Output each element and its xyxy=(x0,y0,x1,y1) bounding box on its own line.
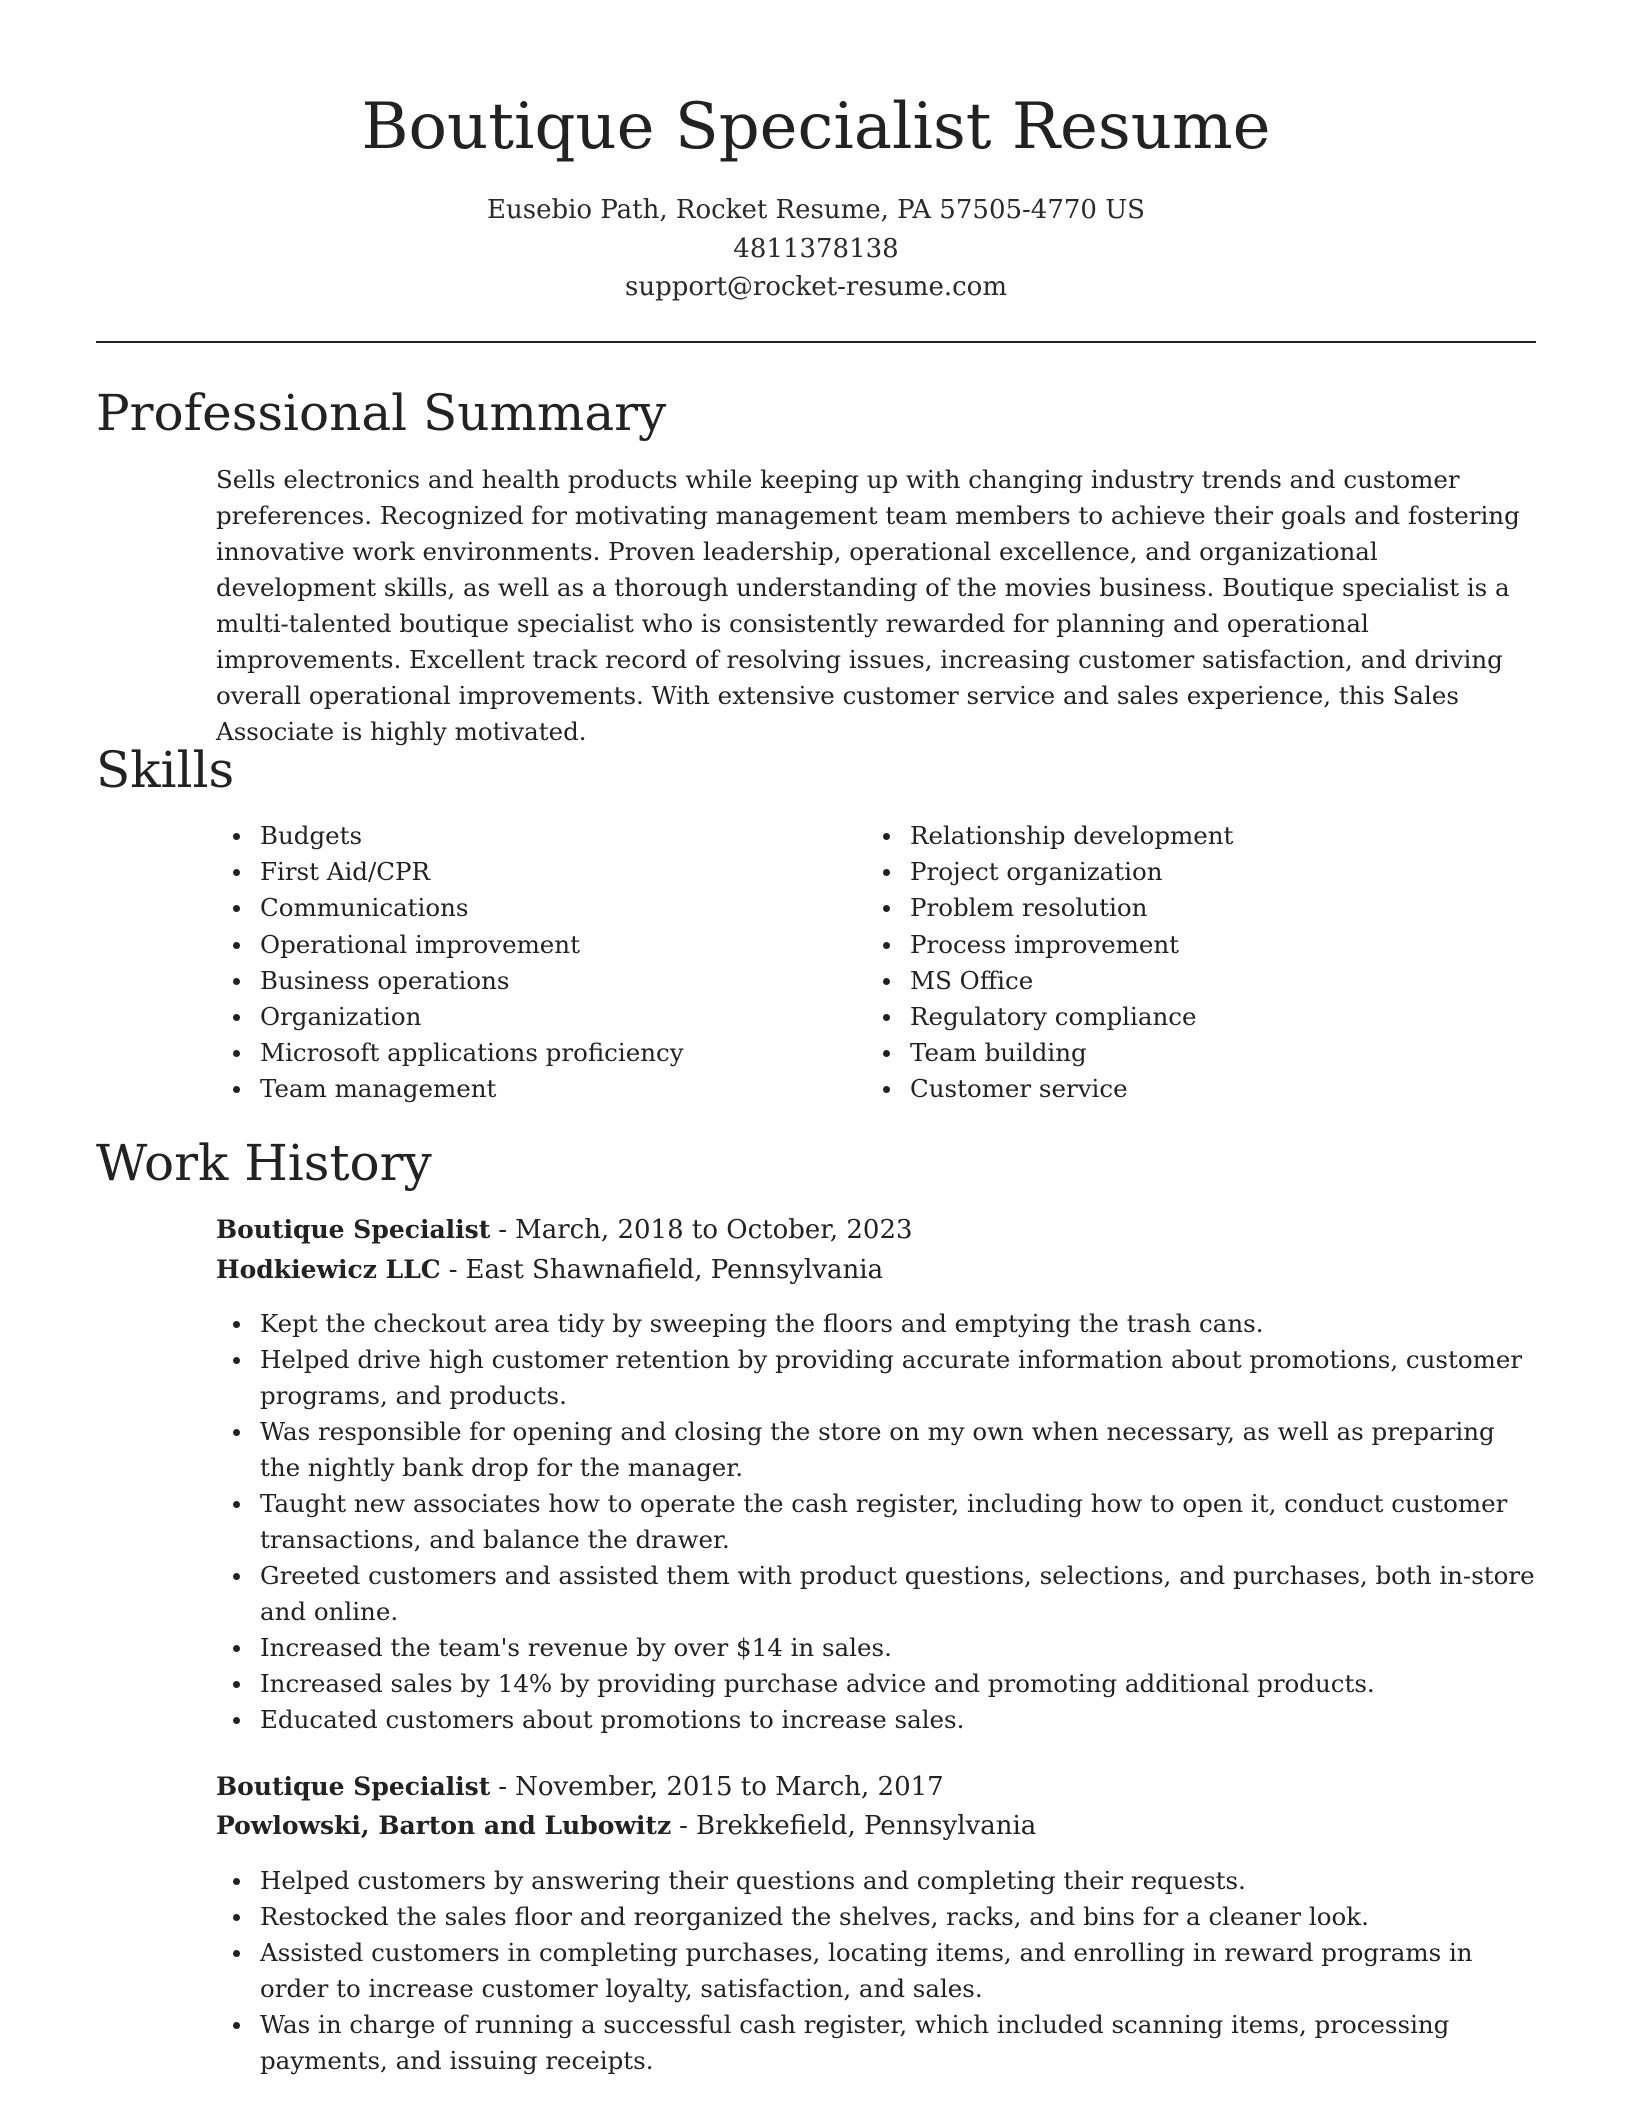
job-dates: March, 2018 to October, 2023 xyxy=(515,1215,913,1245)
duty-item: Was responsible for opening and closing the store on my own when necessary, as well as preparing the nightly bank drop for the manager. xyxy=(216,1414,1536,1486)
skill-item: Regulatory compliance xyxy=(866,999,1506,1035)
skill-item: Organization xyxy=(216,999,816,1035)
separator: - xyxy=(448,1255,458,1285)
skill-item: Operational improvement xyxy=(216,927,816,963)
duty-item: Increased sales by 14% by providing purchase advice and promoting additional products. xyxy=(216,1666,1536,1702)
contact-email: support@rocket-resume.com xyxy=(624,272,1007,302)
job-title-line xyxy=(216,1210,913,1250)
job-title: Boutique Specialist xyxy=(216,1215,491,1244)
resume-title: Boutique Specialist Resume xyxy=(361,90,1271,164)
job-company-line xyxy=(216,1250,883,1290)
duty-item: Taught new associates how to operate the cash register, including how to open it, conduct customer transactions, and balance the drawer. xyxy=(216,1486,1536,1558)
skill-item: Microsoft applications proficiency xyxy=(216,1035,816,1071)
duty-item: Increased the team's revenue by over $14 in sales. xyxy=(216,1630,1536,1666)
skill-item: Team management xyxy=(216,1071,816,1107)
skill-item: First Aid/CPR xyxy=(216,854,816,890)
job-location: East Shawnafield, Pennsylvania xyxy=(465,1255,884,1285)
job-company: Powlowski, Barton and Lubowitz xyxy=(216,1811,672,1840)
duty-item: Helped drive high customer retention by providing accurate information about promotions, customer programs, and products. xyxy=(216,1342,1536,1414)
duty-item: Educated customers about promotions to increase sales. xyxy=(216,1702,1536,1738)
contact-address: Eusebio Path, Rocket Resume, PA 57505-4770 US xyxy=(487,195,1145,225)
job-location: Brekkefield, Pennsylvania xyxy=(695,1811,1037,1841)
skill-item: Budgets xyxy=(216,818,816,854)
work-history-heading: Work History xyxy=(96,1134,432,1192)
skill-item: Project organization xyxy=(866,854,1506,890)
contact-phone: 4811378138 xyxy=(733,234,899,264)
separator: - xyxy=(498,1215,508,1245)
skill-item: Problem resolution xyxy=(866,890,1506,926)
skill-item: Business operations xyxy=(216,963,816,999)
skill-item: Relationship development xyxy=(866,818,1506,854)
duty-item: Helped customers by answering their questions and completing their requests. xyxy=(216,1863,1536,1899)
job-dates: November, 2015 to March, 2017 xyxy=(515,1772,944,1802)
duty-item: Assisted customers in completing purchases, locating items, and enrolling in reward programs in order to increase customer loyalty, satisfaction, and sales. xyxy=(216,1935,1536,2007)
skills-heading: Skills xyxy=(96,741,235,799)
job-company-line xyxy=(216,1806,1036,1846)
job-title: Boutique Specialist xyxy=(216,1772,491,1801)
duty-item: Greeted customers and assisted them with product questions, selections, and purchases, both in-store and online. xyxy=(216,1558,1536,1630)
skill-item: Process improvement xyxy=(866,927,1506,963)
duty-item: Restocked the sales floor and reorganized the shelves, racks, and bins for a cleaner look. xyxy=(216,1899,1536,1935)
header-divider xyxy=(96,341,1536,343)
separator: - xyxy=(498,1772,508,1802)
skill-item: Team building xyxy=(866,1035,1506,1071)
duty-item: Kept the checkout area tidy by sweeping the floors and emptying the trash cans. xyxy=(216,1306,1536,1342)
skills-list-left xyxy=(216,818,816,1108)
separator: - xyxy=(679,1811,688,1841)
summary-text: Sells electronics and health products while keeping up with changing industry trends and customer preferences. Recognized for motivating management team members to achieve their goals and fostering innovative work environments. Proven leadership, operational excellence, and organizational development skills, as well as a thorough understanding of the movies business. Boutique specialist is a multi-talented boutique specialist who is consistently rewarded for planning and operational improvements. Excellent track record of resolving issues, increasing customer satisfaction, and driving overall operational improvements. With extensive customer service and sales experience, this Sales Associate is highly motivated. xyxy=(216,465,1520,746)
skill-item: Customer service xyxy=(866,1071,1506,1107)
job-title-line xyxy=(216,1767,944,1807)
job-company: Hodkiewicz LLC xyxy=(216,1255,441,1284)
job-duties-list xyxy=(216,1306,1536,1738)
duty-item: Was in charge of running a successful cash register, which included scanning items, processing payments, and issuing receipts. xyxy=(216,2007,1536,2079)
job-duties-list xyxy=(216,1863,1536,2079)
skill-item: Communications xyxy=(216,890,816,926)
skills-list-right xyxy=(866,818,1506,1108)
skill-item: MS Office xyxy=(866,963,1506,999)
summary-heading: Professional Summary xyxy=(96,384,667,442)
